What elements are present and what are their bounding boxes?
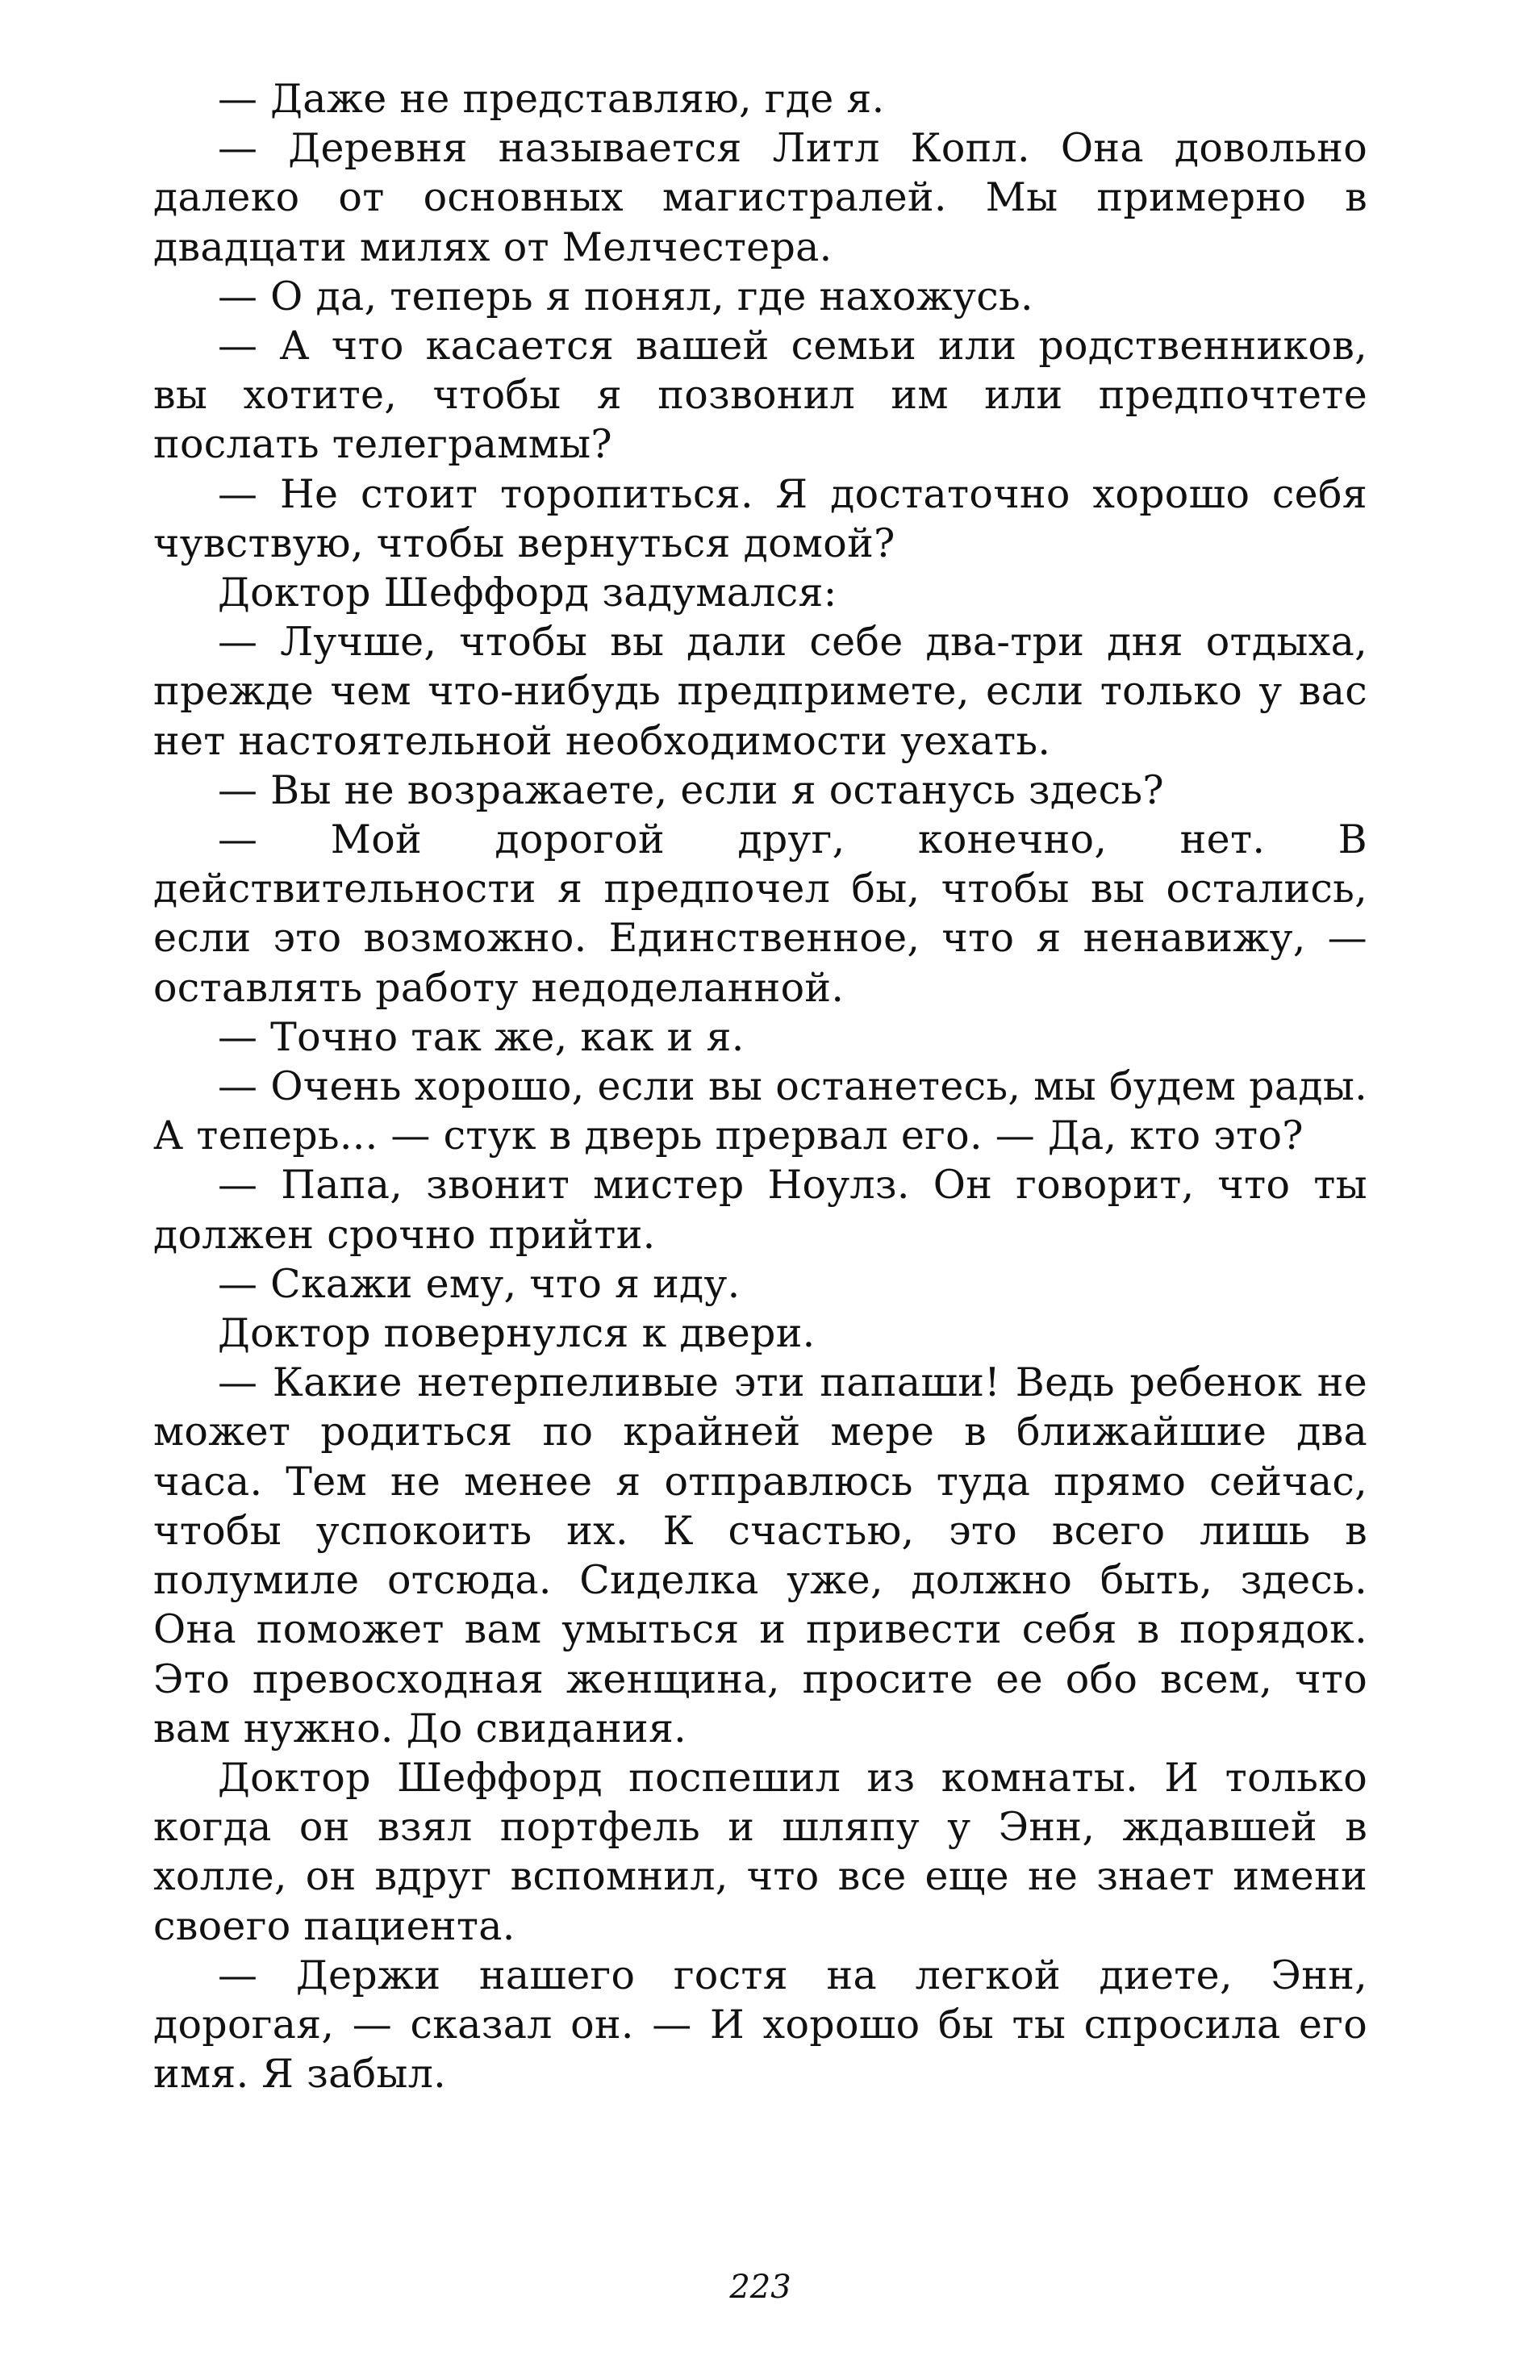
paragraph: — Вы не возражаете, если я останусь здесь? <box>218 766 1164 813</box>
paragraph: — А что касается вашей семьи или родственников, вы хотите, чтобы я позвонил им или предпочтете послать телеграммы? <box>153 323 1367 468</box>
book-page <box>153 74 1367 2349</box>
paragraph: Доктор повернулся к двери. <box>218 1310 816 1357</box>
paragraph: — Скажи ему, что я иду. <box>218 1260 741 1307</box>
paragraph: — Не стоит торопиться. Я достаточно хорошо себя чувствую, чтобы вернуться домой? <box>153 470 1367 566</box>
paragraph: — Держи нашего гостя на легкой диете, Энн, дорогая, — сказал он. — И хорошо бы ты спросила его имя. Я забыл. <box>153 1952 1367 2098</box>
paragraph: Доктор Шеффорд поспешил из комнаты. И только когда он взял портфель и шляпу у Энн, ждавшей в холле, он вдруг вспомнил, что все еще не знает имени своего пациента. <box>153 1754 1367 1949</box>
paragraph: — Точно так же, как и я. <box>218 1013 745 1060</box>
paragraph: — Деревня называется Литл Копл. Она довольно далеко от основных магистралей. Мы примерно в двадцати милях от Мелчестера. <box>153 125 1367 270</box>
paragraph: — Мой дорогой друг, конечно, нет. В действительности я предпочел бы, чтобы вы остались, если это возможно. Единственное, что я ненавижу, — оставлять работу недоделанной. <box>153 816 1367 1011</box>
paragraph: — Папа, звонит мистер Ноулз. Он говорит, что ты должен срочно прийти. <box>153 1162 1367 1258</box>
paragraph: — О да, теперь я понял, где нахожусь. <box>218 273 1033 319</box>
paragraph: — Даже не представляю, где я. <box>218 76 885 122</box>
paragraph: — Какие нетерпеливые эти папаши! Ведь ребенок не может родиться по крайней мере в ближайшие два часа. Тем не менее я отправлюсь туда прямо сейчас, чтобы успокоить их. К счастью, это всего лишь в полумиле отсюда. Сиделка уже, должно быть, здесь. Она поможет вам умыться и привести себя в порядок. Это превосходная женщина, просите ее обо всем, что вам нужно. До свидания. <box>153 1359 1367 1752</box>
paragraph: — Очень хорошо, если вы останетесь, мы будем рады. А теперь... — стук в дверь прервал его. — Да, кто это? <box>153 1063 1367 1159</box>
body-text <box>153 74 1367 2098</box>
paragraph: — Лучше, чтобы вы дали себе два-три дня отдыха, прежде чем что-нибудь предпримете, если только у вас нет настоятельной необходимости уехать. <box>153 619 1367 764</box>
paragraph: Доктор Шеффорд задумался: <box>218 570 837 616</box>
page-number: 223 <box>729 2269 791 2306</box>
